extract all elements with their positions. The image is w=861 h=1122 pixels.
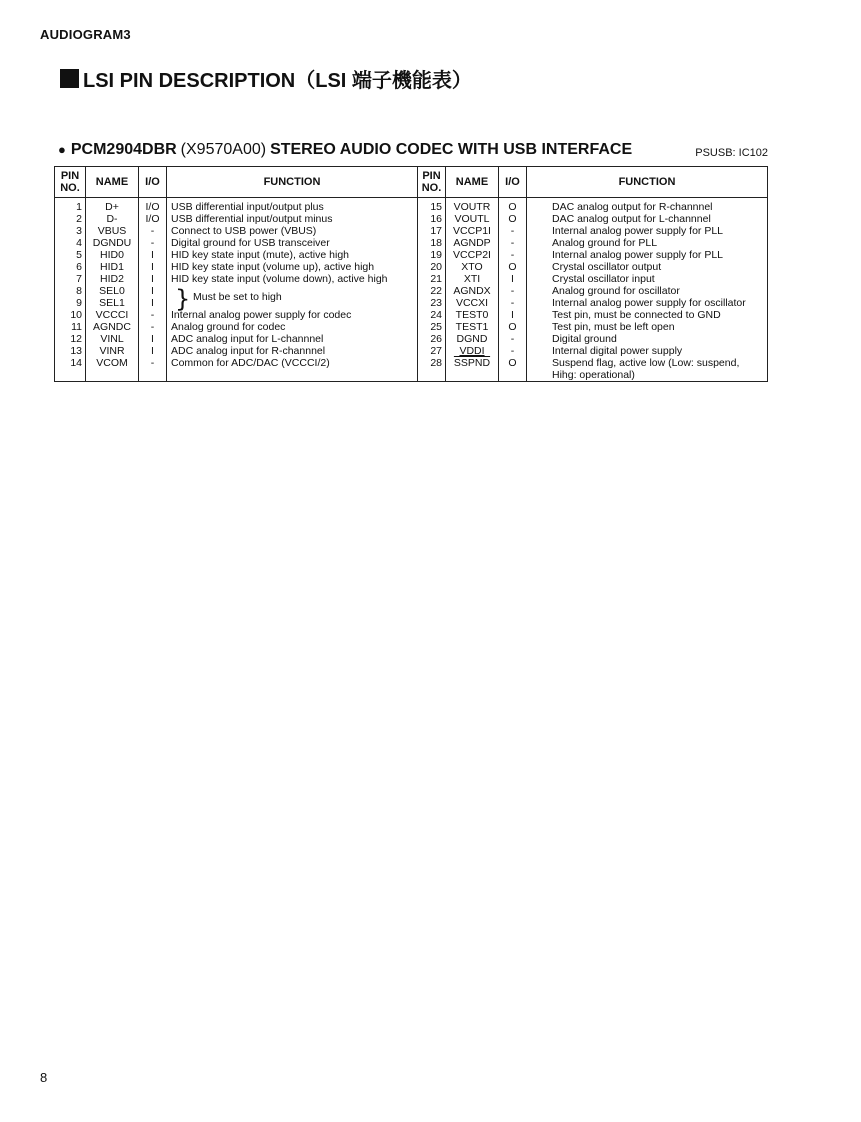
pin-number: 16: [418, 213, 446, 225]
pin-name: XTI: [446, 273, 499, 285]
pin-io: -: [139, 225, 167, 237]
header-io-right: I/O: [499, 167, 527, 198]
header-name-right: NAME: [446, 167, 499, 198]
pin-io: -: [139, 237, 167, 249]
pin-function: Connect to USB power (VBUS): [167, 225, 418, 237]
table-row: [55, 225, 768, 237]
document-header: AUDIOGRAM3: [40, 27, 131, 42]
table-row: [55, 213, 768, 225]
pin-io: I: [139, 249, 167, 261]
pin-number: 23: [418, 297, 446, 309]
pin-function: DAC analog output for R-channnel: [527, 198, 768, 214]
pin-name: TEST1: [446, 321, 499, 333]
pin-number: 7: [55, 273, 86, 285]
table-row: [55, 321, 768, 333]
pin-function-text: Must be set to high: [193, 291, 282, 303]
pin-name: [446, 369, 499, 382]
pin-number: 17: [418, 225, 446, 237]
table-header-row: [55, 167, 768, 198]
part-number: PCM2904DBR: [70, 141, 177, 158]
pin-name: HID0: [86, 249, 139, 261]
pin-function: Common for ADC/DAC (VCCCI/2): [167, 357, 418, 369]
pin-number: 4: [55, 237, 86, 249]
pin-name: VCCCI: [86, 309, 139, 321]
pin-number: 20: [418, 261, 446, 273]
pin-number: 11: [55, 321, 86, 333]
pin-function: Internal digital power supply: [527, 345, 768, 357]
pin-name: HID2: [86, 273, 139, 285]
header-function-right: FUNCTION: [527, 167, 768, 198]
pin-name: XTO: [446, 261, 499, 273]
pin-io: I: [499, 273, 527, 285]
pin-name: HID1: [86, 261, 139, 273]
pin-name: SEL0: [86, 285, 139, 297]
pin-name: VCOM: [86, 357, 139, 369]
pin-function: Analog ground for oscillator: [527, 285, 768, 297]
pin-function: DAC analog output for L-channnel: [527, 213, 768, 225]
pin-number: 15: [418, 198, 446, 214]
pin-name: SEL1: [86, 297, 139, 309]
pin-function: Test pin, must be connected to GND: [527, 309, 768, 321]
pin-io: -: [499, 249, 527, 261]
pin-function: Internal analog power supply for PLL: [527, 249, 768, 261]
pin-number: 25: [418, 321, 446, 333]
pin-description-table: [54, 166, 768, 382]
table-row: [55, 198, 768, 214]
pin-number: 9: [55, 297, 86, 309]
pin-function: ADC analog input for L-channnel: [167, 333, 418, 345]
pin-io: I/O: [139, 198, 167, 214]
pin-number: 24: [418, 309, 446, 321]
pin-name: VOUTL: [446, 213, 499, 225]
pin-number: 21: [418, 273, 446, 285]
pin-number: 5: [55, 249, 86, 261]
pin-function: [167, 369, 418, 382]
page-number: 8: [40, 1070, 48, 1085]
pin-io: -: [499, 333, 527, 345]
pin-io: -: [499, 225, 527, 237]
pin-number: 1: [55, 198, 86, 214]
table-row: [55, 345, 768, 357]
header-io: I/O: [139, 167, 167, 198]
pin-io: -: [499, 237, 527, 249]
board-reference: PSUSB: IC102: [695, 147, 768, 159]
pin-function: USB differential input/output minus: [167, 213, 418, 225]
pin-io: [499, 369, 527, 382]
table-row: [55, 261, 768, 273]
pin-io: O: [499, 357, 527, 369]
pin-number: 22: [418, 285, 446, 297]
pin-name: AGNDP: [446, 237, 499, 249]
pin-name: VDDI: [446, 345, 499, 357]
pin-function: Internal analog power supply for oscillator: [527, 297, 768, 309]
pin-number: 6: [55, 261, 86, 273]
pin-number: 19: [418, 249, 446, 261]
pin-number: 10: [55, 309, 86, 321]
ic-subtitle: [58, 141, 768, 159]
header-name: NAME: [86, 167, 139, 198]
pin-function: USB differential input/output plus: [167, 198, 418, 214]
pin-function: Internal analog power supply for PLL: [527, 225, 768, 237]
table-row: [55, 333, 768, 345]
header-pin-no-right: PIN NO.: [418, 167, 446, 198]
pin-name: TEST0: [446, 309, 499, 321]
pin-name: VOUTR: [446, 198, 499, 214]
pin-number: 8: [55, 285, 86, 297]
pin-io: O: [499, 213, 527, 225]
pin-io: O: [499, 261, 527, 273]
pin-name: VINL: [86, 333, 139, 345]
section-title: [60, 64, 472, 93]
pin-number: 14: [55, 357, 86, 369]
pin-number: [55, 369, 86, 382]
pin-name: VCCP2I: [446, 249, 499, 261]
part-code: (X9570A00): [180, 141, 267, 158]
pin-io: I: [139, 297, 167, 309]
header-pin-no: PIN NO.: [55, 167, 86, 198]
table-row: [55, 285, 768, 297]
pin-function: ADC analog input for R-channnel: [167, 345, 418, 357]
pin-number: 18: [418, 237, 446, 249]
header-function: FUNCTION: [167, 167, 418, 198]
pin-io: -: [139, 321, 167, 333]
pin-name: [86, 369, 139, 382]
pin-io: -: [139, 357, 167, 369]
pin-number: [418, 369, 446, 382]
pin-function: Suspend flag, active low (Low: suspend,: [527, 357, 768, 369]
pin-number: 28: [418, 357, 446, 369]
pin-io: I: [139, 273, 167, 285]
pin-name: AGNDX: [446, 285, 499, 297]
pin-number: 13: [55, 345, 86, 357]
pin-function: Digital ground: [527, 333, 768, 345]
pin-name: VCCXI: [446, 297, 499, 309]
ic-description: STEREO AUDIO CODEC WITH USB INTERFACE: [270, 141, 633, 158]
pin-function: Analog ground for codec: [167, 321, 418, 333]
table-row: [55, 249, 768, 261]
pin-io: O: [499, 321, 527, 333]
table-row: [55, 273, 768, 285]
pin-io: -: [499, 285, 527, 297]
pin-name: VCCP1I: [446, 225, 499, 237]
pin-io: O: [499, 198, 527, 214]
pin-io: I: [139, 261, 167, 273]
pin-function: Crystal oscillator output: [527, 261, 768, 273]
pin-io: -: [139, 309, 167, 321]
table-row: [55, 369, 768, 382]
pin-function: Test pin, must be left open: [527, 321, 768, 333]
pin-function: HID key state input (volume up), active high: [167, 261, 418, 273]
pin-io: I: [139, 333, 167, 345]
pin-name: D-: [86, 213, 139, 225]
pin-io: -: [499, 297, 527, 309]
pin-io: I: [499, 309, 527, 321]
pin-function: Hihg: operational): [527, 369, 768, 382]
pin-name: SSPND: [446, 357, 499, 369]
pin-name: AGNDC: [86, 321, 139, 333]
pin-number: 3: [55, 225, 86, 237]
pin-table-body: [55, 198, 768, 382]
pin-number: 12: [55, 333, 86, 345]
pin-io: I: [139, 285, 167, 297]
table-row: [55, 357, 768, 369]
table-row: [55, 297, 768, 309]
brace-icon: }: [175, 285, 191, 313]
pin-function: [167, 285, 418, 313]
pin-name: DGND: [446, 333, 499, 345]
pin-name: VBUS: [86, 225, 139, 237]
pin-number: 2: [55, 213, 86, 225]
pin-function: Digital ground for USB transceiver: [167, 237, 418, 249]
pin-function: HID key state input (volume down), active high: [167, 273, 418, 285]
pin-function: Analog ground for PLL: [527, 237, 768, 249]
pin-name: DGNDU: [86, 237, 139, 249]
pin-io: [139, 369, 167, 382]
pin-io: -: [499, 345, 527, 357]
pin-name: D+: [86, 198, 139, 214]
table-row: [55, 237, 768, 249]
black-square-icon: [60, 69, 79, 88]
pin-function: Crystal oscillator input: [527, 273, 768, 285]
pin-number: 26: [418, 333, 446, 345]
pin-name: VINR: [86, 345, 139, 357]
pin-function: HID key state input (mute), active high: [167, 249, 418, 261]
bullet-icon: ●: [58, 142, 66, 157]
pin-io: I: [139, 345, 167, 357]
pin-io: I/O: [139, 213, 167, 225]
pin-function: Internal analog power supply for codec: [167, 309, 418, 321]
section-title-text: LSI PIN DESCRIPTION（LSI 端子機能表）: [83, 70, 472, 92]
pin-number: 27: [418, 345, 446, 357]
table-row: [55, 309, 768, 321]
